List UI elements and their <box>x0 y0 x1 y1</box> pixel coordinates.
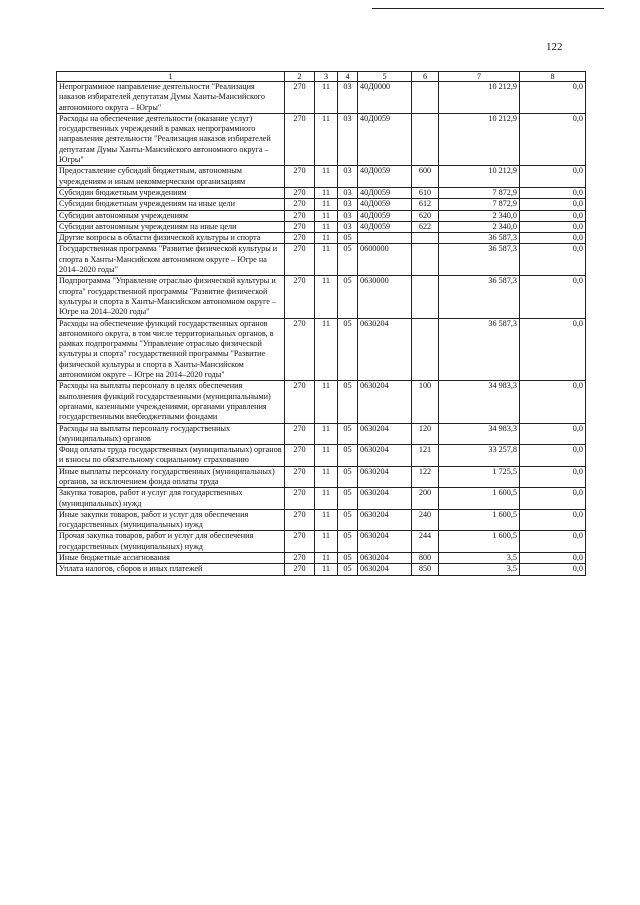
cell-ministry: 270 <box>285 221 315 232</box>
cell-subsection: 03 <box>338 221 358 232</box>
cell-section: 11 <box>315 187 338 198</box>
cell-name: Иные закупки товаров, работ и услуг для обеспечения государственных (муниципальных) нужд <box>57 509 285 531</box>
cell-subsection: 05 <box>338 276 358 318</box>
header-rule <box>372 8 604 9</box>
cell-target-item: 40Д0059 <box>358 221 412 232</box>
cell-expense-type: 120 <box>412 423 439 445</box>
cell-name: Субсидии бюджетным учреждениям <box>57 187 285 198</box>
table-row <box>57 82 586 114</box>
cell-ministry: 270 <box>285 82 315 114</box>
cell-amount: 2 340,0 <box>439 221 520 232</box>
cell-subsection: 05 <box>338 531 358 553</box>
cell-ministry: 270 <box>285 509 315 531</box>
cell-amount: 36 587,3 <box>439 276 520 318</box>
cell-target-item: 40Д0059 <box>358 113 412 165</box>
cell-section: 11 <box>315 276 338 318</box>
cell-ministry: 270 <box>285 233 315 244</box>
cell-expense-type: 800 <box>412 553 439 564</box>
cell-amount: 2 340,0 <box>439 210 520 221</box>
cell-amount-2: 0,0 <box>520 381 586 423</box>
cell-subsection: 05 <box>338 564 358 575</box>
cell-target-item: 0630204 <box>358 488 412 510</box>
cell-name: Иные выплаты персоналу государственных (муниципальных) органов, за исключением фонда оплаты труда <box>57 466 285 488</box>
cell-ministry: 270 <box>285 276 315 318</box>
cell-amount-2: 0,0 <box>520 244 586 276</box>
cell-ministry: 270 <box>285 445 315 467</box>
cell-expense-type: 610 <box>412 187 439 198</box>
cell-expense-type: 244 <box>412 531 439 553</box>
cell-amount-2: 0,0 <box>520 210 586 221</box>
cell-ministry: 270 <box>285 210 315 221</box>
column-header: 8 <box>520 72 586 82</box>
cell-amount: 7 872,9 <box>439 199 520 210</box>
cell-name: Субсидии бюджетным учреждениям на иные цели <box>57 199 285 210</box>
cell-section: 11 <box>315 244 338 276</box>
table-header-row <box>57 72 586 82</box>
cell-amount-2: 0,0 <box>520 423 586 445</box>
cell-expense-type <box>412 113 439 165</box>
cell-amount: 10 212,9 <box>439 166 520 188</box>
cell-name: Другие вопросы в области физической культуры и спорта <box>57 233 285 244</box>
cell-ministry: 270 <box>285 244 315 276</box>
cell-expense-type: 850 <box>412 564 439 575</box>
cell-amount: 1 600,5 <box>439 531 520 553</box>
cell-target-item: 0630204 <box>358 445 412 467</box>
cell-section: 11 <box>315 553 338 564</box>
cell-target-item: 0630204 <box>358 531 412 553</box>
cell-expense-type <box>412 82 439 114</box>
cell-target-item <box>358 233 412 244</box>
cell-section: 11 <box>315 466 338 488</box>
cell-amount: 7 872,9 <box>439 187 520 198</box>
cell-subsection: 05 <box>338 244 358 276</box>
cell-target-item: 0630000 <box>358 276 412 318</box>
cell-subsection: 03 <box>338 199 358 210</box>
cell-subsection: 03 <box>338 166 358 188</box>
cell-section: 11 <box>315 381 338 423</box>
cell-ministry: 270 <box>285 113 315 165</box>
cell-name: Фонд оплаты труда государственных (муниципальных) органов и взносы по обязательному социальному страхованию <box>57 445 285 467</box>
table-row <box>57 276 586 318</box>
cell-expense-type <box>412 233 439 244</box>
column-header: 3 <box>315 72 338 82</box>
cell-expense-type: 600 <box>412 166 439 188</box>
cell-amount-2: 0,0 <box>520 509 586 531</box>
cell-section: 11 <box>315 488 338 510</box>
cell-amount: 36 587,3 <box>439 233 520 244</box>
cell-subsection: 05 <box>338 553 358 564</box>
cell-amount: 1 600,5 <box>439 488 520 510</box>
cell-expense-type: 100 <box>412 381 439 423</box>
cell-target-item: 0630204 <box>358 466 412 488</box>
cell-amount-2: 0,0 <box>520 564 586 575</box>
cell-expense-type <box>412 244 439 276</box>
cell-target-item: 0630204 <box>358 553 412 564</box>
cell-subsection: 05 <box>338 488 358 510</box>
cell-ministry: 270 <box>285 381 315 423</box>
cell-section: 11 <box>315 233 338 244</box>
cell-target-item: 40Д0059 <box>358 210 412 221</box>
column-header: 4 <box>338 72 358 82</box>
column-header: 2 <box>285 72 315 82</box>
page-number: 122 <box>546 41 563 53</box>
cell-section: 11 <box>315 564 338 575</box>
table-row <box>57 166 586 188</box>
cell-ministry: 270 <box>285 318 315 381</box>
cell-target-item: 0630204 <box>358 509 412 531</box>
cell-ministry: 270 <box>285 531 315 553</box>
cell-subsection: 05 <box>338 423 358 445</box>
cell-name: Субсидии автономным учреждениям на иные цели <box>57 221 285 232</box>
cell-target-item: 40Д0059 <box>358 166 412 188</box>
column-header: 7 <box>439 72 520 82</box>
table-row <box>57 381 586 423</box>
budget-table <box>56 71 586 576</box>
cell-ministry: 270 <box>285 553 315 564</box>
cell-target-item: 40Д0059 <box>358 199 412 210</box>
cell-amount: 34 983,3 <box>439 381 520 423</box>
cell-name: Уплата налогов, сборов и иных платежей <box>57 564 285 575</box>
cell-subsection: 03 <box>338 113 358 165</box>
cell-amount: 1 600,5 <box>439 509 520 531</box>
cell-subsection: 05 <box>338 318 358 381</box>
table-row <box>57 553 586 564</box>
cell-amount-2: 0,0 <box>520 276 586 318</box>
cell-name: Прочая закупка товаров, работ и услуг для обеспечения государственных (муниципальных) нужд <box>57 531 285 553</box>
table-row <box>57 531 586 553</box>
cell-subsection: 05 <box>338 509 358 531</box>
cell-target-item: 0630204 <box>358 564 412 575</box>
cell-subsection: 05 <box>338 381 358 423</box>
cell-name: Государственная программа "Развитие физической культуры и спорта в Ханты-Мансийском автономном округе – Югре на 2014–2020 годы" <box>57 244 285 276</box>
table-row <box>57 113 586 165</box>
cell-amount: 3,5 <box>439 564 520 575</box>
cell-section: 11 <box>315 166 338 188</box>
cell-name: Расходы на обеспечение деятельности (оказание услуг) государственных учреждений в рамках непрограммного направления деятельности "Реализация наказов избирателей депутатам Думы Ханты-Мансийского автономного округа – Югры" <box>57 113 285 165</box>
cell-ministry: 270 <box>285 423 315 445</box>
cell-ministry: 270 <box>285 466 315 488</box>
cell-name: Закупка товаров, работ и услуг для государственных (муниципальных) нужд <box>57 488 285 510</box>
cell-section: 11 <box>315 318 338 381</box>
cell-amount-2: 0,0 <box>520 488 586 510</box>
table-row <box>57 423 586 445</box>
cell-target-item: 40Д0000 <box>358 82 412 114</box>
cell-subsection: 05 <box>338 466 358 488</box>
cell-expense-type <box>412 276 439 318</box>
cell-subsection: 05 <box>338 445 358 467</box>
cell-expense-type: 620 <box>412 210 439 221</box>
cell-ministry: 270 <box>285 199 315 210</box>
cell-amount-2: 0,0 <box>520 166 586 188</box>
cell-target-item: 0630204 <box>358 318 412 381</box>
cell-section: 11 <box>315 531 338 553</box>
cell-name: Расходы на выплаты персоналу государственных (муниципальных) органов <box>57 423 285 445</box>
cell-amount: 36 587,3 <box>439 318 520 381</box>
cell-section: 11 <box>315 221 338 232</box>
cell-section: 11 <box>315 509 338 531</box>
column-header: 1 <box>57 72 285 82</box>
table-row <box>57 233 586 244</box>
table-row <box>57 445 586 467</box>
cell-name: Субсидии автономным учреждениям <box>57 210 285 221</box>
cell-amount: 33 257,8 <box>439 445 520 467</box>
cell-ministry: 270 <box>285 187 315 198</box>
cell-target-item: 0600000 <box>358 244 412 276</box>
cell-amount: 34 983,3 <box>439 423 520 445</box>
cell-target-item: 0630204 <box>358 423 412 445</box>
table-row <box>57 564 586 575</box>
table-row <box>57 509 586 531</box>
cell-expense-type <box>412 318 439 381</box>
cell-section: 11 <box>315 113 338 165</box>
table-body <box>57 82 586 576</box>
cell-amount-2: 0,0 <box>520 221 586 232</box>
cell-amount-2: 0,0 <box>520 233 586 244</box>
cell-name: Расходы на обеспечение функций государственных органов автономного округа, в том числе территориальных органов, в рамках подпрограммы "Управление отраслью физической культуры и спорта" государственной программы "Развитие физической культуры и спорта в Ханты-Мансийском автономном округе – Югре на 2014–2020 годы" <box>57 318 285 381</box>
table-row <box>57 221 586 232</box>
cell-expense-type: 612 <box>412 199 439 210</box>
cell-expense-type: 622 <box>412 221 439 232</box>
table-row <box>57 466 586 488</box>
cell-section: 11 <box>315 199 338 210</box>
cell-name: Непрограммное направление деятельности "Реализация наказов избирателей депутатам Думы Ханты-Мансийского автономного округа – Югры" <box>57 82 285 114</box>
cell-subsection: 03 <box>338 187 358 198</box>
table-row <box>57 488 586 510</box>
cell-amount: 10 212,9 <box>439 113 520 165</box>
cell-expense-type: 122 <box>412 466 439 488</box>
cell-amount: 1 725,5 <box>439 466 520 488</box>
cell-name: Предоставление субсидий бюджетным, автономным учреждениям и иным некоммерческим организациям <box>57 166 285 188</box>
cell-amount-2: 0,0 <box>520 199 586 210</box>
cell-amount-2: 0,0 <box>520 113 586 165</box>
cell-ministry: 270 <box>285 564 315 575</box>
cell-ministry: 270 <box>285 488 315 510</box>
cell-subsection: 05 <box>338 233 358 244</box>
cell-amount-2: 0,0 <box>520 466 586 488</box>
cell-amount-2: 0,0 <box>520 553 586 564</box>
cell-expense-type: 200 <box>412 488 439 510</box>
cell-section: 11 <box>315 82 338 114</box>
cell-section: 11 <box>315 423 338 445</box>
cell-amount: 3,5 <box>439 553 520 564</box>
cell-subsection: 03 <box>338 82 358 114</box>
column-header: 5 <box>358 72 412 82</box>
cell-name: Подпрограмма "Управление отраслью физической культуры и спорта" государственной программы "Развитие физической культуры и спорта в Ханты-Мансийском автономном округе – Югре на 2014–2020 годы" <box>57 276 285 318</box>
table-row <box>57 187 586 198</box>
cell-amount: 36 587,3 <box>439 244 520 276</box>
cell-amount: 10 212,9 <box>439 82 520 114</box>
cell-amount-2: 0,0 <box>520 187 586 198</box>
column-header: 6 <box>412 72 439 82</box>
cell-subsection: 03 <box>338 210 358 221</box>
cell-section: 11 <box>315 445 338 467</box>
cell-amount-2: 0,0 <box>520 445 586 467</box>
cell-target-item: 0630204 <box>358 381 412 423</box>
cell-expense-type: 121 <box>412 445 439 467</box>
cell-name: Иные бюджетные ассигнования <box>57 553 285 564</box>
cell-expense-type: 240 <box>412 509 439 531</box>
table-row <box>57 244 586 276</box>
cell-section: 11 <box>315 210 338 221</box>
cell-amount-2: 0,0 <box>520 531 586 553</box>
cell-amount-2: 0,0 <box>520 82 586 114</box>
cell-name: Расходы на выплаты персоналу в целях обеспечения выполнения функций государственными (муниципальными) органами, казенными учреждениями, органами управления государственными внебюджетными фондами <box>57 381 285 423</box>
cell-ministry: 270 <box>285 166 315 188</box>
table-row <box>57 199 586 210</box>
cell-target-item: 40Д0059 <box>358 187 412 198</box>
table-row <box>57 210 586 221</box>
cell-amount-2: 0,0 <box>520 318 586 381</box>
table-row <box>57 318 586 381</box>
